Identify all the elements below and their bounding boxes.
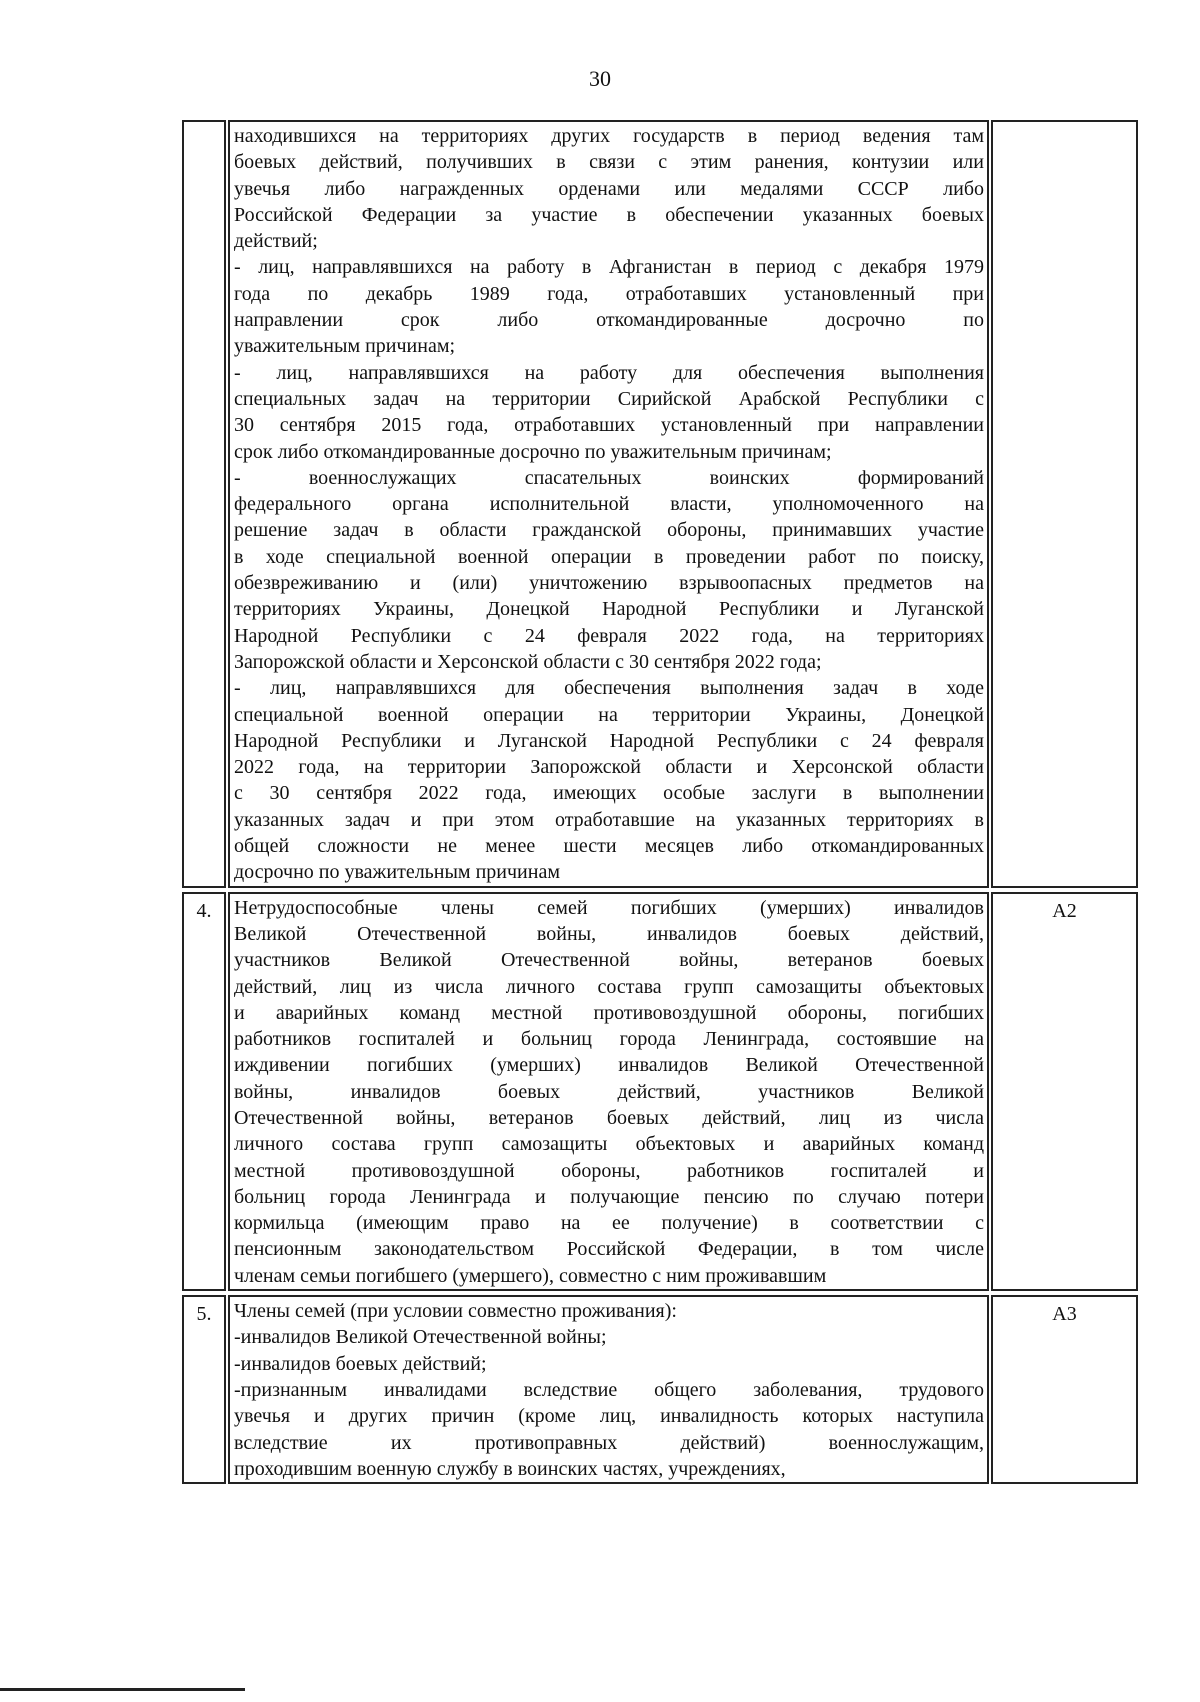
text-line: личного состава групп самозащиты объектовых и аварийных команд [234, 1133, 984, 1156]
text-line: -инвалидов Великой Отечественной войны; [234, 1326, 607, 1349]
text-line: проходившим военную службу в воинских частях, учреждениях, [234, 1457, 786, 1480]
text-line: специальной военной операции на территории Украины, Донецкой [234, 703, 984, 726]
text-line: Запорожской области и Херсонской области с 30 сентября 2022 года; [234, 650, 822, 673]
text-line: Народной Республики и Луганской Народной Республики с 24 февраля [234, 729, 984, 752]
text-line: кормильца (имеющим право на ее получение) в соответствии с [234, 1212, 984, 1235]
text-line: Великой Отечественной войны, инвалидов боевых действий, [234, 922, 984, 945]
text-line: специальных задач на территории Сирийской Арабской Республики с [234, 387, 984, 410]
text-line: пенсионным законодательством Российской Федерации, в том числе [234, 1238, 984, 1261]
text-line: с 30 сентября 2022 года, имеющих особые заслуги в выполнении [234, 782, 984, 805]
row-description-cell [228, 120, 989, 888]
text-line: - лиц, направлявшихся на работу в Афганистан в период с декабря 1979 [234, 256, 984, 279]
text-line: и аварийных команд местной противовоздушной обороны, погибших [234, 1001, 984, 1024]
text-line: Народной Республики с 24 февраля 2022 года, на территориях [234, 624, 984, 647]
row-number-cell: 5. [182, 1295, 226, 1484]
row-number-cell [182, 120, 226, 888]
text-line: вследствие их противоправных действий) военнослужащим, [234, 1431, 984, 1454]
text-line: местной противовоздушной обороны, работников госпиталей и [234, 1159, 984, 1182]
table-row [182, 120, 1138, 888]
text-line: направлении срок либо откомандированные досрочно по [234, 309, 984, 332]
row-code-cell: А2 [991, 892, 1138, 1291]
table-body [182, 120, 1138, 1484]
text-line: решение задач в области гражданской обороны, принимавших участие [234, 519, 984, 542]
text-line: боевых действий, получивших в связи с этим ранения, контузии или [234, 151, 984, 174]
text-line: в ходе специальной военной операции в проведении работ по поиску, [234, 545, 984, 568]
table-row [182, 892, 1138, 1291]
text-line: Отечественной войны, ветеранов боевых действий, лиц из числа [234, 1106, 984, 1129]
text-line: срок либо откомандированные досрочно по уважительным причинам; [234, 440, 832, 463]
text-line: Российской Федерации за участие в обеспечении указанных боевых [234, 203, 984, 226]
row-description-cell [228, 892, 989, 1291]
text-line: -признанным инвалидами вследствие общего заболевания, трудового [234, 1378, 984, 1401]
text-line: федерального органа исполнительной власти, уполномоченного на [234, 493, 984, 516]
row-code-cell [991, 120, 1138, 888]
text-line: 2022 года, на территории Запорожской области и Херсонской области [234, 756, 984, 779]
text-line: территориях Украины, Донецкой Народной Республики и Луганской [234, 598, 984, 621]
text-line: действий, лиц из числа личного состава групп самозащиты объектовых [234, 975, 984, 998]
text-line: больниц города Ленинграда и получающие пенсию по случаю потери [234, 1185, 984, 1208]
text-line: уважительным причинам; [234, 335, 456, 358]
text-line: 30 сентября 2015 года, отработавших установленный при направлении [234, 414, 984, 437]
text-line: - лиц, направлявшихся на работу для обеспечения выполнения [234, 361, 984, 384]
text-line: работников госпиталей и больниц города Ленинграда, состоявшие на [234, 1028, 984, 1051]
benefits-table [180, 116, 1140, 1488]
text-line: увечья и других причин (кроме лиц, инвалидность которых наступила [234, 1405, 984, 1428]
text-line: - военнослужащих спасательных воинских формирований [234, 466, 984, 489]
text-line: указанных задач и при этом отработавшие на указанных территориях в [234, 808, 984, 831]
text-line: - лиц, направлявшихся для обеспечения выполнения задач в ходе [234, 677, 984, 700]
text-line: войны, инвалидов боевых действий, участников Великой [234, 1080, 984, 1103]
text-line: года по декабрь 1989 года, отработавших установленный при [234, 282, 984, 305]
text-line: увечья либо награжденных орденами или медалями СССР либо [234, 177, 984, 200]
row-description-cell [228, 1295, 989, 1484]
bottom-rule [0, 1688, 245, 1691]
text-line: членам семьи погибшего (умершего), совместно с ним проживавшим [234, 1264, 827, 1287]
text-line: досрочно по уважительным причинам [234, 861, 560, 884]
text-line: действий; [234, 230, 318, 253]
text-line: находившихся на территориях других государств в период ведения там [234, 125, 984, 147]
text-line: -инвалидов боевых действий; [234, 1352, 487, 1375]
text-line: обезвреживанию и (или) уничтожению взрывоопасных предметов на [234, 572, 984, 595]
text-line: Члены семей (при условии совместно проживания): [234, 1300, 677, 1323]
table-row [182, 1295, 1138, 1484]
page-number: 30 [589, 66, 611, 91]
row-code-cell: А3 [991, 1295, 1138, 1484]
row-number-cell: 4. [182, 892, 226, 1291]
text-line: иждивении погибших (умерших) инвалидов Великой Отечественной [234, 1054, 984, 1077]
text-line: общей сложности не менее шести месяцев либо откомандированных [234, 835, 984, 858]
text-line: участников Великой Отечественной войны, ветеранов боевых [234, 949, 984, 972]
text-line: Нетрудоспособные члены семей погибших (умерших) инвалидов [234, 896, 984, 919]
